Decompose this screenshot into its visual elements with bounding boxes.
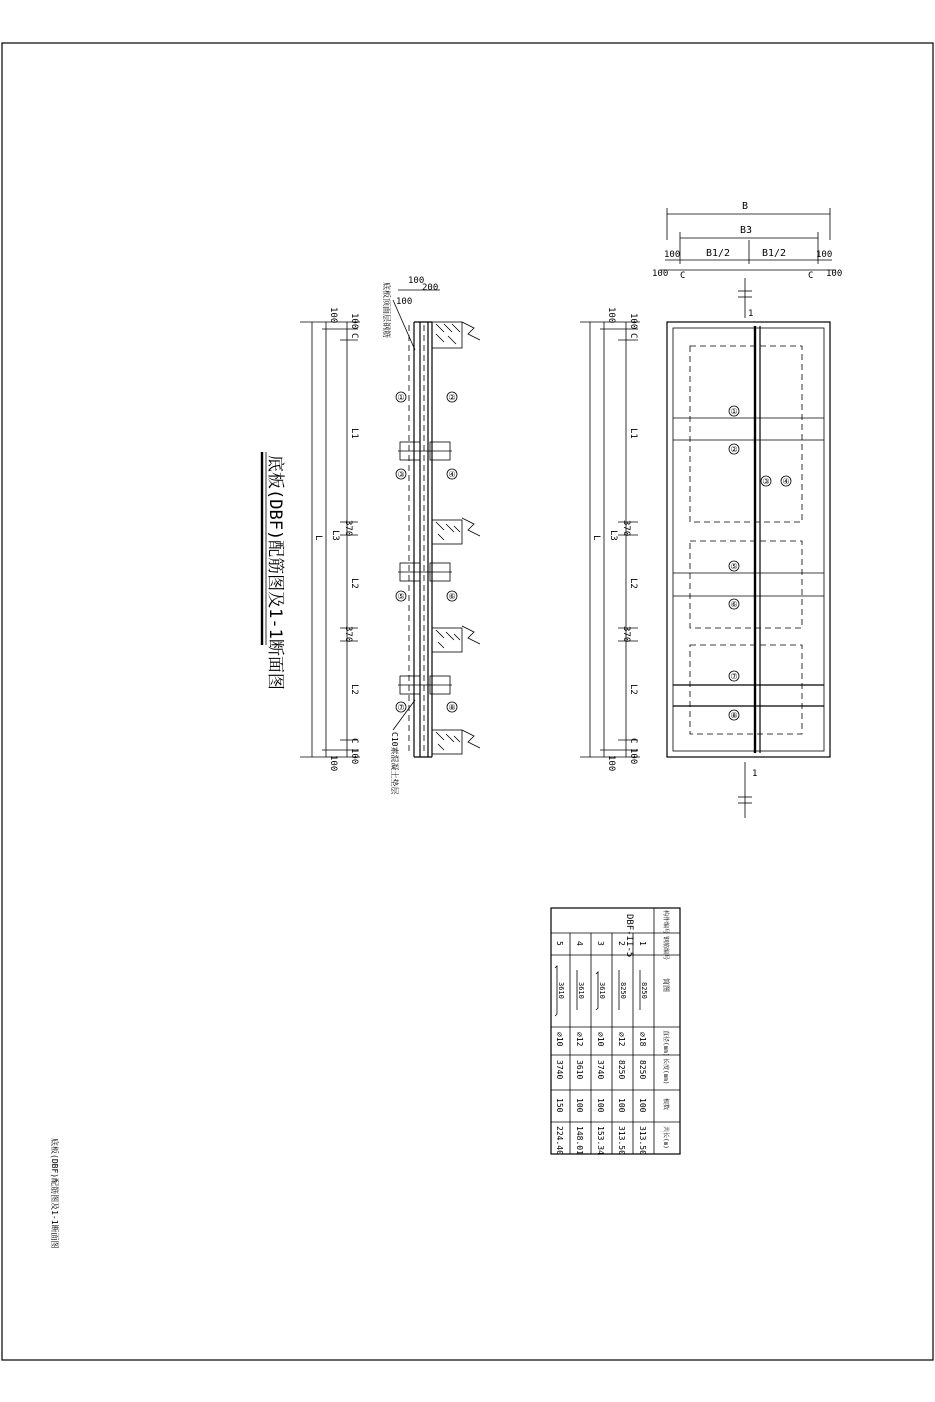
svg-text:⌀18: ⌀18 bbox=[638, 1032, 647, 1047]
dim-100-far-left: 100 bbox=[652, 269, 669, 279]
plan-marker-5 bbox=[729, 561, 739, 571]
section-mark-bottom: 1 bbox=[752, 769, 758, 779]
header-total: 共长(m) bbox=[662, 1126, 669, 1149]
plan-inner-edge bbox=[673, 328, 824, 751]
plan-dim-370-a: 370 bbox=[621, 520, 631, 537]
dim-100-left: 100 bbox=[664, 250, 681, 260]
svg-text:4: 4 bbox=[575, 941, 584, 946]
label-top-rebar: 底板顶面层钢筋 bbox=[382, 282, 391, 338]
drawing-title: 底板(DBF)配筋图及1-1断面图 bbox=[265, 455, 285, 690]
dim-L: L bbox=[313, 535, 323, 541]
stirrup-group-3 bbox=[398, 676, 452, 694]
plan-dim-C-top: C bbox=[628, 333, 638, 339]
marker-8 bbox=[447, 702, 457, 712]
svg-text:⌀10: ⌀10 bbox=[596, 1032, 605, 1047]
table-title: DBF-II-5 bbox=[624, 914, 634, 958]
dim-L2-b: L2 bbox=[349, 684, 359, 695]
section-mark-top: 1 bbox=[748, 309, 754, 319]
plan-dim-100-d: 100 bbox=[606, 755, 616, 772]
opening-3 bbox=[690, 645, 802, 734]
label-cushion: C10素混凝土垫层 bbox=[390, 732, 399, 795]
dim-C-bottom: C bbox=[349, 738, 359, 744]
svg-text:8250: 8250 bbox=[619, 982, 627, 999]
plan-dim-100-c: 100 bbox=[628, 748, 638, 765]
plan-marker-8 bbox=[729, 710, 739, 720]
svg-text:⑥: ⑥ bbox=[448, 592, 456, 601]
dim-B3: B3 bbox=[740, 225, 753, 236]
svg-text:3610: 3610 bbox=[598, 982, 606, 999]
svg-text:⌀10: ⌀10 bbox=[555, 1032, 564, 1047]
dim-C-right: C bbox=[808, 271, 814, 281]
top-dim-1: 100 bbox=[408, 276, 425, 286]
svg-text:313.50: 313.50 bbox=[638, 1126, 647, 1155]
svg-text:⑤: ⑤ bbox=[730, 562, 738, 571]
svg-text:153.34: 153.34 bbox=[596, 1126, 605, 1155]
header-diameter: 直径(mm) bbox=[662, 1030, 669, 1057]
marker-3 bbox=[396, 469, 406, 479]
svg-text:⌀12: ⌀12 bbox=[575, 1032, 584, 1047]
dim-100-seg-bottom: 100 bbox=[349, 748, 359, 765]
marker-6 bbox=[447, 591, 457, 601]
sheet-border bbox=[2, 43, 933, 1360]
dim-half-left: B1/2 bbox=[706, 248, 731, 259]
wall-block-bottom bbox=[432, 730, 480, 754]
marker-2 bbox=[447, 392, 457, 402]
marker-1 bbox=[396, 392, 406, 402]
wall-block-mid1 bbox=[432, 518, 480, 544]
header-count: 根数 bbox=[662, 1098, 669, 1111]
svg-text:⑥: ⑥ bbox=[730, 600, 738, 609]
svg-text:②: ② bbox=[448, 393, 456, 402]
plan-marker-7 bbox=[729, 671, 739, 681]
top-dim-2: 200 bbox=[422, 283, 439, 293]
rebar-schedule-table bbox=[551, 908, 680, 1155]
plan-dim-L1: L1 bbox=[628, 428, 638, 439]
dim-370-b: 370 bbox=[343, 626, 353, 643]
header-bar-no: 钢筋编号 bbox=[662, 936, 669, 961]
svg-text:⑦: ⑦ bbox=[730, 672, 738, 681]
dim-half-right: B1/2 bbox=[762, 248, 787, 259]
svg-text:1: 1 bbox=[638, 941, 647, 946]
plan-marker-2 bbox=[729, 444, 739, 454]
table-row bbox=[555, 941, 565, 1155]
plan-dim-L: L bbox=[591, 535, 601, 541]
plan-view bbox=[580, 201, 842, 818]
plan-marker-1 bbox=[729, 406, 739, 416]
svg-text:8250: 8250 bbox=[617, 1060, 626, 1080]
svg-text:②: ② bbox=[730, 445, 738, 454]
dim-L3: L3 bbox=[330, 530, 340, 541]
wall-block-mid2 bbox=[432, 626, 480, 652]
svg-text:100: 100 bbox=[617, 1098, 626, 1113]
plan-dim-L2-b: L2 bbox=[628, 684, 638, 695]
header-member-no: 构件编号 bbox=[662, 910, 669, 935]
stirrup-group-1 bbox=[398, 442, 452, 460]
wall-block-top bbox=[432, 322, 480, 348]
header-sketch: 简图 bbox=[662, 978, 670, 992]
plan-outer-edge bbox=[667, 322, 830, 757]
plan-dim-370-b: 370 bbox=[621, 626, 631, 643]
plan-marker-3 bbox=[761, 476, 771, 486]
marker-7 bbox=[396, 702, 406, 712]
dim-100-right: 100 bbox=[816, 250, 833, 260]
svg-text:③: ③ bbox=[762, 477, 770, 486]
svg-text:⑧: ⑧ bbox=[730, 711, 738, 720]
svg-text:⑧: ⑧ bbox=[448, 703, 456, 712]
table-row bbox=[575, 941, 585, 1155]
leader-top bbox=[393, 300, 415, 350]
svg-text:5: 5 bbox=[555, 941, 564, 946]
marker-4 bbox=[447, 469, 457, 479]
table-row bbox=[617, 941, 627, 1155]
plan-dim-C-bottom: C bbox=[628, 738, 638, 744]
dim-100-far-right: 100 bbox=[826, 269, 843, 279]
table-row bbox=[638, 941, 648, 1155]
plan-dim-100-a: 100 bbox=[606, 307, 616, 324]
section-view bbox=[300, 276, 480, 794]
svg-text:2: 2 bbox=[617, 941, 626, 946]
svg-text:3610: 3610 bbox=[577, 982, 585, 999]
side-note: 底板(DBF)配筋图及1-1断面图 bbox=[50, 1138, 59, 1249]
dim-L2-a: L2 bbox=[349, 578, 359, 589]
svg-text:8250: 8250 bbox=[640, 982, 648, 999]
plan-dim-L3: L3 bbox=[608, 530, 618, 541]
header-length: 长度(mm) bbox=[662, 1058, 669, 1085]
plan-marker-6 bbox=[729, 599, 739, 609]
plan-dim-L2-a: L2 bbox=[628, 578, 638, 589]
dim-100-left-top: 100 bbox=[328, 307, 338, 324]
svg-text:3610: 3610 bbox=[575, 1060, 584, 1080]
plan-marker-4 bbox=[781, 476, 791, 486]
table-row bbox=[596, 941, 606, 1155]
top-dim-3: 100 bbox=[396, 297, 413, 307]
svg-text:3740: 3740 bbox=[555, 1060, 564, 1080]
svg-text:④: ④ bbox=[448, 470, 456, 479]
marker-5 bbox=[396, 591, 406, 601]
svg-text:148.01: 148.01 bbox=[575, 1126, 584, 1155]
svg-text:①: ① bbox=[730, 407, 738, 416]
svg-text:④: ④ bbox=[782, 477, 790, 486]
dim-370-a: 370 bbox=[343, 520, 353, 537]
svg-text:100: 100 bbox=[575, 1098, 584, 1113]
svg-text:313.50: 313.50 bbox=[617, 1126, 626, 1155]
dim-C-left: C bbox=[680, 271, 686, 281]
svg-text:①: ① bbox=[397, 393, 405, 402]
svg-text:3: 3 bbox=[596, 941, 605, 946]
svg-text:3740: 3740 bbox=[596, 1060, 605, 1080]
plan-dim-100-b: 100 bbox=[628, 313, 638, 330]
svg-text:⑦: ⑦ bbox=[397, 703, 405, 712]
svg-text:8250: 8250 bbox=[638, 1060, 647, 1080]
dim-100-left-bottom: 100 bbox=[328, 755, 338, 772]
svg-text:③: ③ bbox=[397, 470, 405, 479]
svg-text:3610: 3610 bbox=[557, 982, 565, 999]
svg-text:⌀12: ⌀12 bbox=[617, 1032, 626, 1047]
svg-text:224.40: 224.40 bbox=[555, 1126, 564, 1155]
dim-L1: L1 bbox=[349, 428, 359, 439]
opening-1 bbox=[690, 346, 802, 522]
svg-text:⑤: ⑤ bbox=[397, 592, 405, 601]
svg-text:100: 100 bbox=[596, 1098, 605, 1113]
opening-2 bbox=[690, 541, 802, 628]
svg-text:100: 100 bbox=[638, 1098, 647, 1113]
svg-text:150: 150 bbox=[555, 1098, 564, 1113]
dim-B: B bbox=[742, 201, 749, 212]
dim-C-top: C bbox=[349, 333, 359, 339]
stirrup-group-2 bbox=[398, 563, 452, 581]
dim-100-seg-top: 100 bbox=[349, 313, 359, 330]
